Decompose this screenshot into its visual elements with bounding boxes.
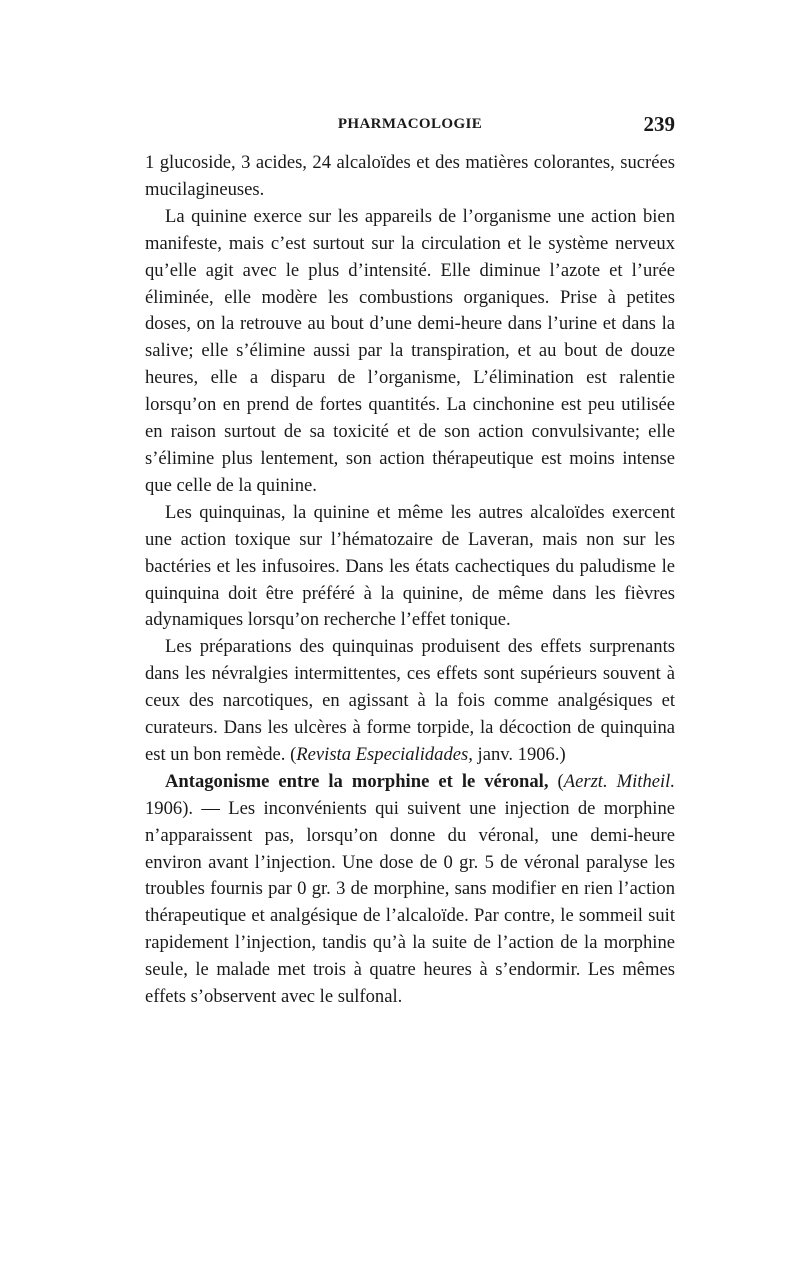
paragraph-continuation: 1 glucoside, 3 acides, 24 alcaloïdes et des matières colorantes, sucrées mucilagineuses. bbox=[145, 152, 675, 200]
running-title: PHARMACOLOGIE bbox=[337, 116, 483, 132]
body-text bbox=[145, 150, 675, 1011]
article-text: 1906). — Les inconvénients qui suivent une injection de morphine n’apparaissent pas, lorsqu’on donne du véronal, une demi-heure environ avant l’injection. Une dose de 0 gr. 5 de véronal paralyse les troubles fournis par 0 gr. 3 de morphine, sans modifier en rien l’action thérapeutique et analgésique de l’alcaloïde. Par contre, le sommeil suit rapidement l’injection, tandis qu’à la suite de l’action de la morphine seule, le malade met trois à quatre heures à s’endormir. Les mêmes effets s’observent avec le sulfonal. bbox=[145, 797, 675, 1008]
page-number: 239 bbox=[643, 112, 675, 136]
running-head bbox=[145, 112, 675, 140]
article-source: Aerzt. Mitheil. bbox=[563, 770, 675, 792]
article-title: Antagonisme entre la morphine et le véronal, bbox=[165, 770, 549, 792]
paragraph-preparations bbox=[145, 634, 675, 769]
paragraph-quinquinas-toxic: Les quinquinas, la quinine et même les autres alcaloïdes exercent une action toxique sur l’hématozaire de Laveran, mais non sur les bactéries et les infusoires. Dans les états cachectiques du paludisme le quinquina doit être préféré à la quinine, de même dans les fièvres adynamiques lorsqu’on recherche l’effet tonique. bbox=[145, 501, 675, 631]
paragraph-preparations-text: Les préparations des quinquinas produisent des effets surprenants dans les névralgies intermittentes, ces effets sont supérieurs souvent à ceux des narcotiques, en agissant à la fois comme analgésiques et curateurs. Dans les ulcères à forme torpide, la décoction de quinquina est un bon remède. ( bbox=[145, 636, 675, 765]
paragraph-quinine-action: La quinine exerce sur les appareils de l’organisme une action bien manifeste, mais c’est surtout sur la circulation et le système nerveux qu’elle agit avec le plus d’intensité. Elle diminue l’azote et l’urée éliminée, elle modère les combustions organiques. Prise à petites doses, on la retrouve au bout d’une demi-heure dans l’urine et dans la salive; elle s’élimine aussi par la transpiration, et au bout de douze heures, elle a disparu de l’organisme, L’élimination est ralentie lorsqu’on en prend de fortes quantités. La cinchonine est peu utilisée en raison surtout de sa toxicité et de son action convulsivante; elle s’élimine plus lentement, son action thérapeutique est moins intense que celle de la quinine. bbox=[145, 205, 675, 496]
source-open: ( bbox=[548, 770, 564, 792]
source-citation: Revista Especialidades, bbox=[296, 743, 473, 765]
book-page bbox=[145, 112, 675, 1011]
citation-date: janv. 1906.) bbox=[472, 743, 566, 765]
article-morphine-veronal bbox=[145, 769, 675, 1011]
